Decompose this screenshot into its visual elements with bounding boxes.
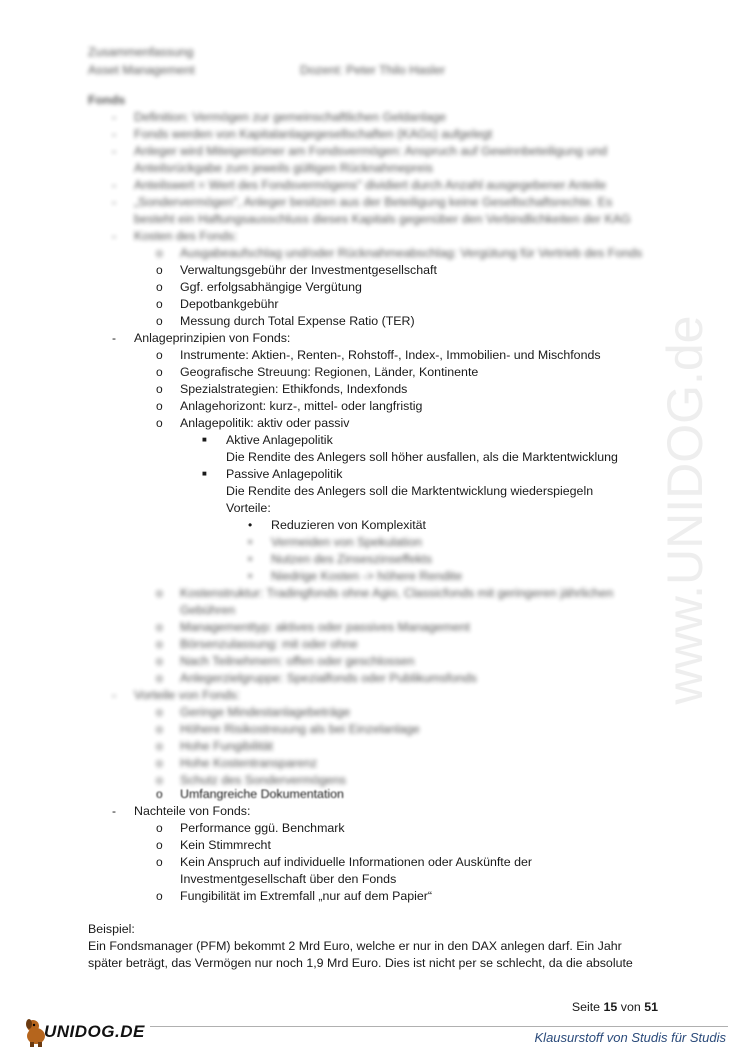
dash-bullet: - xyxy=(112,178,116,192)
square-bullet: ■ xyxy=(202,435,207,444)
cost-item: Ggf. erfolgsabhängige Vergütung xyxy=(180,280,362,294)
dot-bullet: • xyxy=(248,569,253,583)
square-bullet: ■ xyxy=(202,469,207,478)
circle-bullet: o xyxy=(156,246,163,260)
dash-bullet: - xyxy=(112,127,116,141)
circle-bullet: o xyxy=(156,586,163,600)
cost-item: Verwaltungsgebühr der Investmentgesellschaft xyxy=(180,263,437,277)
circle-bullet: o xyxy=(156,722,163,736)
blurred-text: Hohe Fungibilität xyxy=(180,739,273,753)
blurred-text: Managementtyp: aktives oder passives Management xyxy=(180,620,470,634)
circle-bullet: o xyxy=(156,855,163,869)
principle-item: Anlagehorizont: kurz-, mittel- oder langfristig xyxy=(180,399,423,413)
blurred-text: Kostenstruktur: Tradingfonds ohne Agio, Classicfonds mit geringeren jährlichen xyxy=(180,586,614,600)
dash-bullet: - xyxy=(112,144,116,158)
footer-divider xyxy=(150,1026,728,1027)
cost-item: Messung durch Total Expense Ratio (TER) xyxy=(180,314,415,328)
header-title: Zusammenfassung xyxy=(88,45,194,59)
blurred-text: Anleger wird Miteigentümer am Fondsvermögen: Anspruch auf Gewinnbeteiligung und xyxy=(134,144,608,158)
blurred-text: Geringe Mindestanlagebeträge xyxy=(180,705,351,719)
disadvantage-item: Performance ggü. Benchmark xyxy=(180,821,345,835)
dash-bullet: - xyxy=(112,688,116,702)
disadvantage-item: Kein Anspruch auf individuelle Informationen oder Auskünfte der xyxy=(180,855,532,869)
blurred-text: Anlegerzielgruppe: Spezialfonds oder Publikumsfonds xyxy=(180,671,477,685)
circle-bullet: o xyxy=(156,671,163,685)
circle-bullet: o xyxy=(156,365,163,379)
circle-bullet: o xyxy=(156,637,163,651)
circle-bullet: o xyxy=(156,705,163,719)
principle-item: Spezialstrategien: Ethikfonds, Indexfonds xyxy=(180,382,408,396)
circle-bullet: o xyxy=(156,416,163,430)
circle-bullet: o xyxy=(156,654,163,668)
circle-bullet: o xyxy=(156,787,163,801)
example-text: später beträgt, das Vermögen nur noch 1,9 Mrd Euro. Dies ist nicht per se schlecht, da die absolute xyxy=(88,956,633,970)
blurred-text: Nach Teilnehmern: offen oder geschlossen xyxy=(180,654,415,668)
circle-bullet: o xyxy=(156,280,163,294)
blurred-text: Hohe Kostentransparenz xyxy=(180,756,318,770)
blurred-text: Schutz des Sondervermögens xyxy=(180,773,346,787)
page-prefix: Seite xyxy=(571,1000,601,1014)
principle-item: Instrumente: Aktien-, Renten-, Rohstoff-, Index-, Immobilien- und Mischfonds xyxy=(180,348,601,362)
page-mid: von xyxy=(620,1000,641,1014)
circle-bullet: o xyxy=(156,821,163,835)
active-policy-text: Die Rendite des Anlegers soll höher ausfallen, als die Marktentwicklung xyxy=(226,450,618,464)
circle-bullet: o xyxy=(156,838,163,852)
blurred-text: Anteilswert = Wert des Fondsvermögens" dividiert durch Anzahl ausgegebener Anteile xyxy=(134,178,607,192)
disadvantages-title: Nachteile von Fonds: xyxy=(134,804,251,818)
dash-bullet: - xyxy=(112,110,116,124)
dot-bullet: • xyxy=(248,518,253,532)
circle-bullet: o xyxy=(156,739,163,753)
passive-policy-text: Die Rendite des Anlegers soll die Marktentwicklung wiederspiegeln xyxy=(226,484,594,498)
blurred-text: Umfangreiche Dokumentation xyxy=(180,787,344,801)
dot-bullet: • xyxy=(248,535,253,549)
header-course: Asset Management xyxy=(88,63,195,77)
advantage-item: Reduzieren von Komplexität xyxy=(271,518,426,532)
disadvantage-item: Kein Stimmrecht xyxy=(180,838,271,852)
passive-policy-title: Passive Anlagepolitik xyxy=(226,467,343,481)
blurred-text: Gebühren xyxy=(180,603,236,617)
circle-bullet: o xyxy=(156,382,163,396)
disadvantage-item: Investmentgesellschaft über den Fonds xyxy=(180,872,397,886)
circle-bullet: o xyxy=(156,889,163,903)
blurred-text: Vermeiden von Spekulation xyxy=(271,535,422,549)
dash-bullet: - xyxy=(112,804,116,818)
circle-bullet: o xyxy=(156,348,163,362)
section-title: Fonds xyxy=(88,93,126,107)
principle-item: Anlagepolitik: aktiv oder passiv xyxy=(180,416,350,430)
blurred-text: Kosten des Fonds: xyxy=(134,229,238,243)
blurred-text: besteht ein Haftungsausschluss dieses Kapitals gegenüber den Verbindlichkeiten der KAG xyxy=(134,212,631,226)
blurred-text: Nutzen des Zinseszinseffekts xyxy=(271,552,432,566)
blurred-text: Höhere Risikostreuung als bei Einzelanlage xyxy=(180,722,420,736)
footer-tagline: Klausurstoff von Studis für Studis xyxy=(534,1030,726,1045)
circle-bullet: o xyxy=(156,773,163,787)
blurred-text: Anteilsrückgabe zum jeweils gültigen Rücknahmepreis xyxy=(134,161,433,175)
page-number xyxy=(572,1000,658,1014)
blurred-text: Vorteile von Fonds: xyxy=(134,688,241,702)
circle-bullet: o xyxy=(156,297,163,311)
circle-bullet: o xyxy=(156,314,163,328)
cost-item: Depotbankgebühr xyxy=(180,297,279,311)
blurred-text: Ausgabeaufschlag und/oder Rücknahmeabschlag: Vergütung für Vertrieb des Fonds xyxy=(180,246,643,260)
page-current: 15 xyxy=(603,1000,618,1014)
blurred-text: Börsenzulassung: mit oder ohne xyxy=(180,637,358,651)
blurred-text: Definition: Vermögen zur gemeinschaftlichen Geldanlage xyxy=(134,110,447,124)
example-label: Beispiel: xyxy=(88,922,135,936)
advantages-label: Vorteile: xyxy=(226,501,271,515)
circle-bullet: o xyxy=(156,620,163,634)
principles-title: Anlageprinzipien von Fonds: xyxy=(134,331,291,345)
dot-bullet: • xyxy=(248,552,253,566)
page-total: 51 xyxy=(644,1000,658,1014)
active-policy-title: Aktive Anlagepolitik xyxy=(226,433,333,447)
example-text: Ein Fondsmanager (PFM) bekommt 2 Mrd Euro, welche er nur in den DAX anlegen darf. Ein Jahr xyxy=(88,939,622,953)
blurred-text: „Sondervermögen", Anleger besitzen aus der Beteiligung keine Gesellschaftsrechte. Es xyxy=(134,195,613,209)
disadvantage-item: Fungibilität im Extremfall „nur auf dem Papier“ xyxy=(180,889,433,903)
circle-bullet: o xyxy=(156,263,163,277)
circle-bullet: o xyxy=(156,399,163,413)
dash-bullet: - xyxy=(112,229,116,243)
watermark-text: www.UNIDOG.de xyxy=(657,315,713,705)
logo-text: UNIDOG.DE xyxy=(44,1022,145,1041)
blurred-text: Fonds werden von Kapitalanlagegesellschaften (KAGs) aufgelegt xyxy=(134,127,493,141)
circle-bullet: o xyxy=(156,756,163,770)
dash-bullet: - xyxy=(112,331,116,345)
header-lecturer: Dozent: Peter Thilo Hasler xyxy=(300,63,446,77)
principle-item: Geografische Streuung: Regionen, Länder, Kontinente xyxy=(180,365,479,379)
blurred-text: Niedrige Kosten -> höhere Rendite xyxy=(271,569,463,583)
dash-bullet: - xyxy=(112,195,116,209)
watermark xyxy=(657,280,732,740)
